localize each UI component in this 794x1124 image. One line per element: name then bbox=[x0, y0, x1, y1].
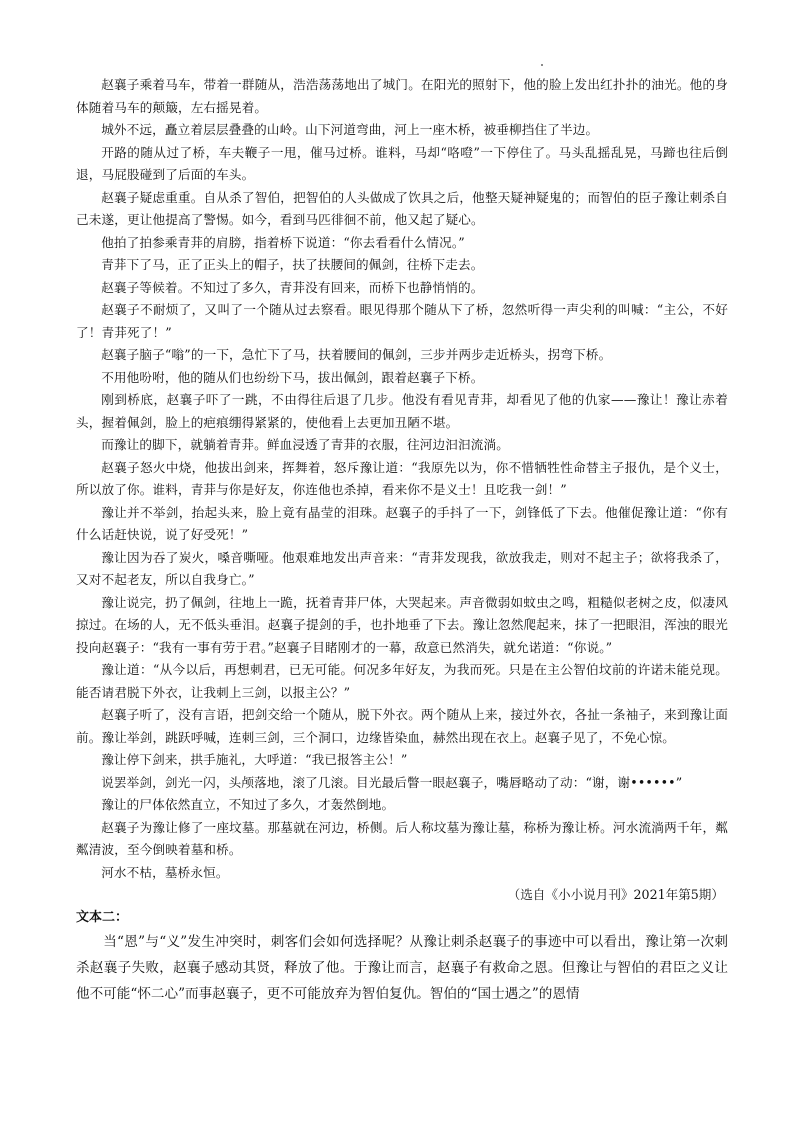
story-paragraph: 刚到桥底，赵襄子吓了一跳，不由得往后退了几步。他没有看见青荓，却看见了他的仇家——豫让！豫让赤着头，握着佩剑，脸上的疤痕绷得紧紧的，使他看上去更加丑陋不堪。 bbox=[76, 392, 728, 430]
story-paragraph: 赵襄子为豫让修了一座坟墓。那墓就在河边，桥侧。后人称坟墓为豫让墓，称桥为豫让桥。河水流淌两千年，粼粼清波，至今倒映着墓和桥。 bbox=[76, 819, 728, 857]
section-heading-text-two: 文本二： bbox=[76, 909, 129, 925]
document-page bbox=[76, 74, 728, 1007]
essay-paragraph: 当“恩”与“义”发生冲突时，刺客们会如何选择呢？从豫让刺杀赵襄子的事迹中可以看出，豫让第一次刺杀赵襄子失败，赵襄子感动其贤，释放了他。于豫让而言，赵襄子有救命之恩。但豫让与智伯的君臣之义让他不可能“怀二心”而事赵襄子，更不可能放弃为智伯复仇。智伯的“国士遇之”的恩情 bbox=[76, 934, 728, 1002]
story-paragraph: 豫让因为吞了炭火，嗓音嘶哑。他艰难地发出声音来：“青荓发现我，欲放我走，则对不起主子；欲将我杀了，又对不起老友，所以自我身亡。” bbox=[76, 549, 728, 587]
story-paragraph: 豫让道：“从今以后，再想刺君，已无可能。何况多年好友，为我而死。只是在主公智伯坟前的许诺未能兑现。能否请君脱下外衣，让我刺上三剑，以报主公？” bbox=[76, 662, 728, 700]
story-paragraph: 赵襄子乘着马车，带着一群随从，浩浩荡荡地出了城门。在阳光的照射下，他的脸上发出红扑扑的油光。他的身体随着马车的颠簸，左右摇晃着。 bbox=[76, 77, 728, 115]
story-paragraph: 赵襄子脑子“嗡”的一下，急忙下了马，扶着腰间的佩剑，三步并两步走近桥头，拐弯下桥。 bbox=[101, 347, 612, 362]
story-paragraph: 青荓下了马，正了正头上的帽子，扶了扶腰间的佩剑，往桥下走去。 bbox=[101, 257, 484, 272]
story-paragraph: 赵襄子怒火中烧，他拔出剑来，挥舞着，怒斥豫让道：“我原先以为，你不惜牺牲性命替主子报仇，是个义士，所以放了你。谁料，青荓与你是好友，你连他也杀掉，看来你不是义士！且吃我一剑！” bbox=[76, 459, 728, 497]
story-paragraph: 他拍了拍参乘青荓的肩膀，指着桥下说道：“你去看看什么情况。” bbox=[101, 234, 465, 250]
essay-text bbox=[76, 929, 728, 1007]
stray-dot-mark bbox=[541, 64, 543, 66]
story-paragraph: 说罢举剑，剑光一闪，头颅落地，滚了几滚。目光最后瞥一眼赵襄子，嘴唇略动了动：“谢，谢••••••” bbox=[101, 774, 683, 790]
story-paragraph: 河水不枯，墓桥永恒。 bbox=[101, 864, 229, 880]
story-paragraph: 赵襄子听了，没有言语，把剑交给一个随从，脱下外衣。两个随从上来，接过外衣，各扯一条袖子，来到豫让面前。豫让举剑，跳跃呼喊，连刺三剑，三个洞口，边缘皆染血，赫然出现在衣上。赵襄子见了，不免心惊。 bbox=[76, 707, 728, 745]
story-paragraph: 豫让并不举剑，抬起头来，脸上竟有晶莹的泪珠。赵襄子的手抖了一下，剑锋低了下去。他催促豫让道：“你有什么话赶快说，说了好受死！” bbox=[76, 504, 728, 542]
story-source-citation: （选自《小小说月刊》2021年第5期） bbox=[507, 887, 724, 902]
story-paragraph: 赵襄子不耐烦了，又叫了一个随从过去察看。眼见得那个随从下了桥，忽然听得一声尖利的叫喊：“主公，不好了！青荓死了！” bbox=[76, 302, 728, 340]
story-paragraph: 而豫让的脚下，就躺着青荓。鲜血浸透了青荓的衣服，往河边汩汩流淌。 bbox=[101, 437, 509, 452]
story-paragraph: 开路的随从过了桥，车夫鞭子一甩，催马过桥。谁料，马却“咯噔”一下停住了。马头乱摇乱晃，马蹄也往后倒退，马屁股碰到了后面的车头。 bbox=[76, 144, 728, 182]
story-paragraph: 豫让说完，扔了佩剑，往地上一跪，抚着青荓尸体，大哭起来。声音微弱如蚊虫之鸣，粗糙似老树之皮，似凄风掠过。在场的人，无不低头垂泪。赵襄子提剑的手，也扑地垂了下去。豫让忽然爬起来，抹了一把眼泪，浑浊的眼光投向赵襄子：“我有一事有劳于君。”赵襄子目睹刚才的一幕，敌意已然消失，就允诺道：“你说。” bbox=[76, 594, 728, 655]
story-paragraph: 赵襄子疑虑重重。自从杀了智伯，把智伯的人头做成了饮具之后，他整天疑神疑鬼的；而智伯的臣子豫让刺杀自己未遂，更让他提高了警惕。如今，看到马匹徘徊不前，他又起了疑心。 bbox=[76, 189, 728, 227]
story-paragraph: 豫让停下剑来，拱手施礼，大呼道：“我已报答主公！” bbox=[101, 752, 408, 767]
story-paragraph: 赵襄子等候着。不知过了多久，青荓没有回来，而桥下也静悄悄的。 bbox=[101, 279, 484, 295]
story-paragraph: 豫让的尸体依然直立，不知过了多久，才轰然倒地。 bbox=[101, 797, 395, 812]
story-paragraph: 城外不远，矗立着层层叠叠的山岭。山下河道弯曲，河上一座木桥，被垂柳挡住了半边。 bbox=[101, 122, 599, 137]
story-paragraph: 不用他吩咐，他的随从们也纷纷下马，拔出佩剑，跟着赵襄子下桥。 bbox=[101, 369, 484, 385]
story-text bbox=[76, 74, 728, 884]
